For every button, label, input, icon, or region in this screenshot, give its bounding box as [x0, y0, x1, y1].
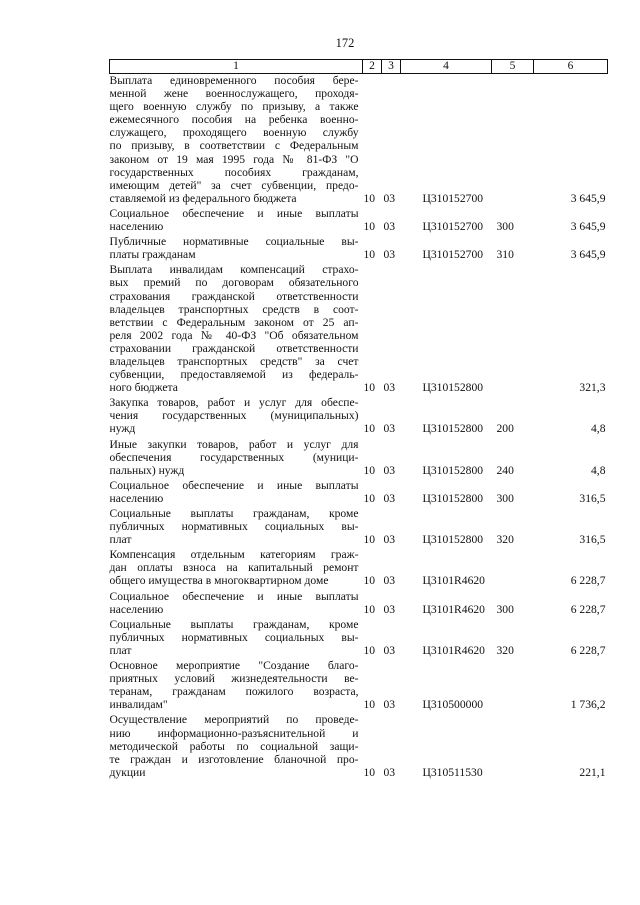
- section-cell: 10: [363, 533, 376, 547]
- subsection-cell: 03: [383, 463, 396, 477]
- expense-type-cell: 310: [496, 248, 514, 262]
- table-row: [110, 548, 608, 589]
- target-code-cell: Ц310152800: [422, 381, 484, 395]
- header-col-3: 3: [382, 60, 401, 74]
- section-cell: 10: [363, 191, 376, 205]
- row-name-line: общего имущества в многоквартирном доме: [109, 574, 329, 588]
- row-name-line: вых премий по договорам обязательного: [109, 276, 359, 290]
- row-name-line: пальных) нужд: [109, 463, 185, 477]
- row-name-line: имеющим детей" за счет субвенции, предо-: [109, 178, 359, 192]
- section-cell: 10: [363, 643, 376, 657]
- expense-type-cell: [492, 74, 534, 207]
- row-name-line: ставляемой из федерального бюджета: [109, 191, 297, 205]
- row-name-line: чения государственных (муниципальных): [109, 409, 359, 423]
- amount-cell: 4,8: [591, 422, 606, 436]
- expense-type-cell: [492, 713, 534, 780]
- amount-cell: 221,1: [579, 765, 606, 779]
- target-code-cell: Ц310152700: [422, 220, 484, 234]
- amount-cell: 1 736,2: [570, 698, 606, 712]
- section-cell: 10: [363, 381, 376, 395]
- row-name-line: Социальные выплаты гражданам, кроме: [109, 617, 359, 631]
- expense-type-cell: [492, 263, 534, 396]
- row-name: [110, 438, 363, 479]
- target-code-cell: Ц310152800: [422, 533, 484, 547]
- table-row: [110, 207, 608, 235]
- subsection-cell: 03: [383, 574, 396, 588]
- table-body: [110, 74, 608, 781]
- row-name-line: Социальные выплаты гражданам, кроме: [109, 507, 359, 520]
- row-name-line: ветствии с Федеральным законом от 25 ап-: [109, 315, 359, 329]
- subsection-cell: 03: [383, 220, 396, 234]
- row-name: [110, 618, 363, 659]
- table-row: [110, 507, 608, 548]
- row-name: [110, 590, 363, 618]
- expense-type-cell: [492, 548, 534, 589]
- amount-cell: 6 228,7: [570, 643, 606, 657]
- subsection-cell: 03: [383, 491, 396, 505]
- row-name-line: ного бюджета: [109, 381, 178, 395]
- row-name-line: Иные закупки товаров, работ и услуг для: [109, 437, 359, 451]
- table-row: [110, 659, 608, 713]
- page-number: [0, 36, 640, 51]
- subsection-cell: 03: [383, 381, 396, 395]
- header-row: [110, 60, 608, 74]
- expense-type-cell: 300: [496, 602, 514, 616]
- target-code-cell: Ц310152700: [422, 248, 484, 262]
- target-code-cell: Ц310152800: [422, 422, 484, 436]
- header-col-2: 2: [363, 60, 382, 74]
- header-col-1: 1: [110, 60, 363, 74]
- amount-cell: 316,5: [579, 491, 606, 505]
- row-name-line: плат: [109, 533, 132, 547]
- table-row: [110, 713, 608, 780]
- table-row: [110, 618, 608, 659]
- row-name-line: субвенции, предоставляемой из федераль-: [109, 368, 359, 382]
- target-code-cell: Ц310152800: [422, 491, 484, 505]
- row-name-line: Основное мероприятие "Создание благо-: [109, 659, 359, 673]
- subsection-cell: 03: [383, 602, 396, 616]
- subsection-cell: 03: [383, 191, 396, 205]
- target-code-cell: Ц310152700: [422, 191, 484, 205]
- row-name-line: щего военную службу по призыву, а также: [109, 100, 359, 114]
- amount-cell: 3 645,9: [570, 220, 606, 234]
- amount-cell: 3 645,9: [570, 191, 606, 205]
- section-cell: 10: [363, 463, 376, 477]
- section-cell: 10: [363, 698, 376, 712]
- subsection-cell: 03: [383, 698, 396, 712]
- row-name: [110, 396, 363, 437]
- amount-cell: 321,3: [579, 381, 606, 395]
- amount-cell: 6 228,7: [570, 602, 606, 616]
- row-name-line: государственных пособиях гражданам,: [109, 165, 359, 179]
- row-name-line: владельцев транспортных средств" за счет: [109, 354, 359, 368]
- expense-type-cell: 320: [496, 533, 514, 547]
- expense-type-cell: 240: [496, 463, 514, 477]
- row-name: [110, 74, 363, 207]
- row-name: [110, 479, 363, 507]
- row-name-line: владельцев транспортных средств в соот-: [109, 302, 359, 316]
- row-name-line: дукции: [109, 765, 146, 779]
- section-cell: 10: [363, 220, 376, 234]
- row-name-line: Выплата инвалидам компенсаций страхо-: [109, 263, 359, 277]
- row-name-line: законом от 19 мая 1995 года № 81-ФЗ "О: [109, 152, 359, 166]
- section-cell: 10: [363, 422, 376, 436]
- row-name: [110, 713, 363, 780]
- row-name-line: нужд: [109, 422, 136, 436]
- table-row: [110, 396, 608, 437]
- row-name-line: населению: [109, 602, 164, 616]
- table-row: [110, 590, 608, 618]
- row-name-line: населению: [109, 220, 164, 234]
- section-cell: 10: [363, 248, 376, 262]
- row-name-line: публичных нормативных социальных вы-: [109, 630, 359, 644]
- row-name-line: страхования гражданской ответственности: [109, 289, 359, 303]
- row-name-line: дан оплаты взноса на капитальный ремонт: [109, 561, 359, 575]
- table-header: [110, 60, 608, 74]
- expense-type-cell: [492, 659, 534, 713]
- subsection-cell: 03: [383, 765, 396, 779]
- row-name: [110, 659, 363, 713]
- row-name-line: те граждан и изготовление бланочной про-: [109, 752, 359, 766]
- row-name: [110, 207, 363, 235]
- row-name-line: теранам, гражданам пожилого возраста,: [109, 685, 359, 699]
- row-name-line: Компенсация отдельным категориям граж-: [109, 548, 359, 562]
- subsection-cell: 03: [383, 533, 396, 547]
- row-name-line: ежемесячного пособия на ребенка военно-: [109, 113, 359, 127]
- header-col-5: 5: [492, 60, 534, 74]
- row-name-line: по призыву, в соответствии с Федеральным: [109, 139, 359, 153]
- table-row: [110, 438, 608, 479]
- row-name-line: реля 2002 года № 40-ФЗ "Об обязательном: [109, 328, 359, 342]
- amount-cell: 4,8: [591, 463, 606, 477]
- row-name-line: Закупка товаров, работ и услуг для обеспе-: [109, 396, 359, 410]
- row-name-line: обеспечения государственных (муници-: [109, 450, 359, 464]
- row-name-line: населению: [109, 491, 164, 505]
- row-name-line: приятных условий жизнедеятельности ве-: [109, 672, 359, 686]
- row-name: [110, 548, 363, 589]
- target-code-cell: Ц310511530: [422, 765, 483, 779]
- row-name-line: Социальное обеспечение и иные выплаты: [109, 589, 359, 603]
- row-name-line: публичных нормативных социальных вы-: [109, 520, 359, 534]
- row-name-line: нию информационно-разъяснительной и: [109, 726, 359, 740]
- table-row: [110, 235, 608, 263]
- budget-table: [109, 59, 608, 781]
- row-name: [110, 235, 363, 263]
- subsection-cell: 03: [383, 422, 396, 436]
- target-code-cell: Ц3101R4620: [422, 643, 485, 657]
- header-col-6: 6: [534, 60, 608, 74]
- target-code-cell: Ц310500000: [422, 698, 484, 712]
- row-name: [110, 263, 363, 396]
- amount-cell: 3 645,9: [570, 248, 606, 262]
- expense-type-cell: 300: [496, 491, 514, 505]
- subsection-cell: 03: [383, 248, 396, 262]
- table-row: [110, 263, 608, 396]
- row-name-line: методической работы по социальной защи-: [109, 739, 359, 753]
- section-cell: 10: [363, 574, 376, 588]
- row-name-line: служащего, проходящего военную службу: [109, 126, 359, 140]
- row-name-line: платы гражданам: [109, 248, 196, 262]
- subsection-cell: 03: [383, 643, 396, 657]
- row-name-line: Социальное обеспечение и иные выплаты: [109, 206, 359, 220]
- target-code-cell: Ц3101R4620: [422, 574, 485, 588]
- expense-type-cell: 200: [496, 422, 514, 436]
- row-name-line: плат: [109, 643, 132, 657]
- row-name-line: страховании гражданской ответственности: [109, 341, 359, 355]
- section-cell: 10: [363, 602, 376, 616]
- amount-cell: 316,5: [579, 533, 606, 547]
- row-name-line: инвалидам": [109, 698, 168, 712]
- target-code-cell: Ц3101R4620: [422, 602, 485, 616]
- target-code-cell: Ц310152800: [422, 463, 484, 477]
- row-name-line: Публичные нормативные социальные вы-: [109, 235, 359, 249]
- expense-type-cell: 320: [496, 643, 514, 657]
- expense-type-cell: 300: [496, 220, 514, 234]
- row-name-line: Выплата единовременного пособия бере-: [109, 74, 359, 87]
- row-name-line: Осуществление мероприятий по проведе-: [109, 713, 359, 727]
- page-number-text: 172: [335, 36, 355, 50]
- row-name-line: менной жене военнослужащего, проходя-: [109, 87, 359, 101]
- table-row: [110, 479, 608, 507]
- section-cell: 10: [363, 491, 376, 505]
- section-cell: 10: [363, 765, 376, 779]
- row-name: [110, 507, 363, 548]
- table-row: [110, 74, 608, 207]
- row-name-line: Социальное обеспечение и иные выплаты: [109, 478, 359, 492]
- amount-cell: 6 228,7: [570, 574, 606, 588]
- header-col-4: 4: [401, 60, 492, 74]
